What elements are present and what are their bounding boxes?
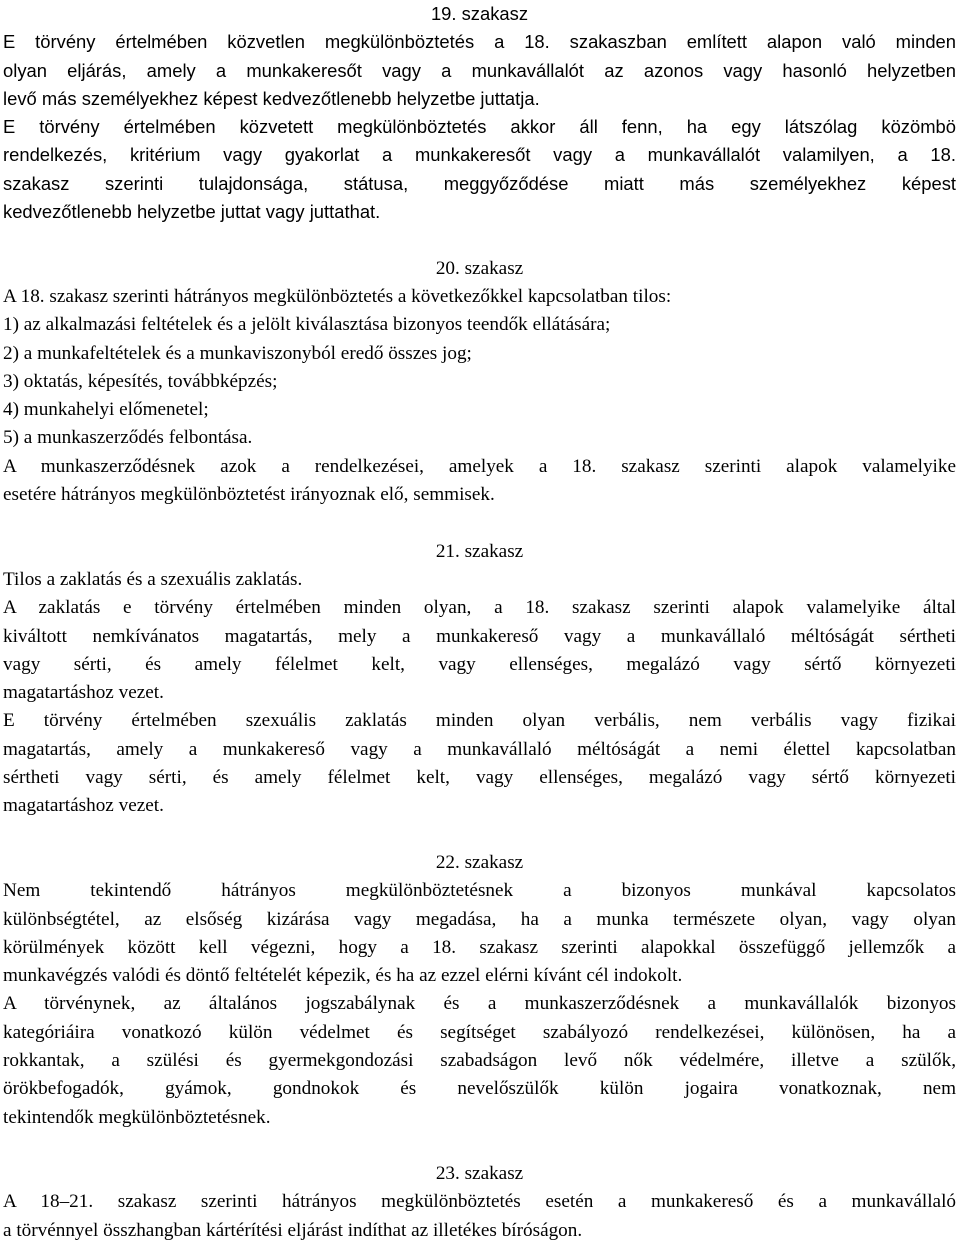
document-page xyxy=(3,0,956,1245)
text-line: a törvénnyel összhangban kártérítési eljárást indíthat az illetékes bíróságon. xyxy=(3,1219,583,1241)
text-line: 2) a munkafeltételek és a munkaviszonyból eredő összes jog; xyxy=(3,342,472,364)
text-line: 5) a munkaszerződés felbontása. xyxy=(3,427,253,449)
text-line: különbségtétel, az elsőség kizárása vagy megadása, ha a munka természete olyan, vagy olyan xyxy=(3,908,956,930)
paragraph-sexual-harassment-definition xyxy=(3,707,956,820)
text-line: E törvény értelmében közvetlen megkülönböztetés a 18. szakaszban említett alapon való minden xyxy=(3,31,956,53)
text-line: magatartáshoz vezet. xyxy=(3,682,164,704)
paragraph-prohibited-areas xyxy=(3,283,956,453)
text-line: rendelkezés, kritérium vagy gyakorlat a munkakeresőt vagy a munkavállalót valamilyen, a 18. xyxy=(3,144,956,166)
text-line: A munkaszerződésnek azok a rendelkezései, amelyek a 18. szakasz szerinti alapok valamelyike xyxy=(3,455,956,477)
text-line: szakasz szerinti tulajdonsága, státusa, meggyőződése miatt más személyekhez képest xyxy=(3,172,956,194)
text-line: 1) az alkalmazási feltételek és a jelölt kiválasztása bizonyos teendők ellátására; xyxy=(3,314,611,336)
text-line: 4) munkahelyi előmenetel; xyxy=(3,399,209,421)
text-line: A 18. szakasz szerinti hátrányos megkülönböztetés a következőkkel kapcsolatban tilos: xyxy=(3,285,672,307)
paragraph-void-provisions xyxy=(3,453,956,510)
text-line: E törvény értelmében szexuális zaklatás minden olyan verbális, nem verbális vagy fizikai xyxy=(3,710,956,732)
section-19 xyxy=(3,0,956,226)
paragraph-damages-procedure xyxy=(3,1188,956,1245)
text-line: 3) oktatás, képesítés, továbbképzés; xyxy=(3,370,278,392)
text-line: tekintendők megkülönböztetésnek. xyxy=(3,1106,271,1128)
text-line: Nem tekintendő hátrányos megkülönböztetésnek a bizonyos munkával kapcsolatos xyxy=(3,880,956,902)
section-spacer xyxy=(3,226,956,254)
section-21 xyxy=(3,538,956,821)
section-heading: 19. szakasz xyxy=(430,3,529,24)
text-line: A zaklatás e törvény értelmében minden olyan, a 18. szakasz szerinti alapok valamelyike által xyxy=(3,597,956,619)
section-heading: 22. szakasz xyxy=(435,851,524,873)
text-line: kiváltott nemkívánatos magatartás, mely a munkakereső vagy a munkavállaló méltóságát sértheti xyxy=(3,625,956,647)
paragraph-not-discrimination xyxy=(3,877,956,990)
text-line: kedvezőtlenebb helyzetbe juttat vagy juttathat. xyxy=(3,201,381,223)
text-line: A törvénynek, az általános jogszabálynak és a munkaszerződésnek a munkavállalók bizonyos xyxy=(3,993,956,1015)
text-line: Tilos a zaklatás és a szexuális zaklatás. xyxy=(3,568,303,590)
text-line: munkavégzés valódi és döntő feltételét képezik, és ha az ezzel elérni kívánt cél indokolt. xyxy=(3,965,683,987)
text-line: örökbefogadók, gyámok, gondnokok és nevelőszülők külön jogaira vonatkoznak, nem xyxy=(3,1078,956,1100)
text-line: esetére hátrányos megkülönböztetést irányoznak elő, semmisek. xyxy=(3,484,495,506)
text-line: A 18–21. szakasz szerinti hátrányos megkülönböztetés esetén a munkakereső és a munkavállaló xyxy=(3,1191,956,1213)
text-line: magatartáshoz vezet. xyxy=(3,795,164,817)
text-line: magatartás, amely a munkakereső vagy a munkavállaló méltóságát a nemi élettel kapcsolatban xyxy=(3,738,956,760)
section-heading: 23. szakasz xyxy=(435,1163,524,1185)
text-line: sértheti vagy sérti, és amely félelmet kelt, vagy ellenséges, megalázó vagy sértő környezeti xyxy=(3,767,956,789)
paragraph-direct-discrimination xyxy=(3,28,956,113)
paragraph-special-protection xyxy=(3,990,956,1131)
section-heading: 20. szakasz xyxy=(435,257,524,279)
text-line: E törvény értelmében közvetett megkülönböztetés akkor áll fenn, ha egy látszólag közömbö xyxy=(3,116,956,138)
section-20 xyxy=(3,255,956,510)
section-spacer xyxy=(3,509,956,537)
section-spacer xyxy=(3,1132,956,1160)
section-heading: 21. szakasz xyxy=(435,540,524,562)
section-spacer xyxy=(3,821,956,849)
section-22 xyxy=(3,849,956,1132)
text-line: körülmények között kell végezni, hogy a 18. szakasz szerinti alapokkal összefüggő jellemzők a xyxy=(3,936,956,958)
paragraph-indirect-discrimination xyxy=(3,113,956,226)
paragraph-harassment-definition xyxy=(3,594,956,707)
paragraph-harassment-ban xyxy=(3,566,956,594)
section-23 xyxy=(3,1160,956,1245)
text-line: levő más személyekhez képest kedvezőtlenebb helyzetbe juttatja. xyxy=(3,87,540,109)
text-line: rokkantak, a szülési és gyermekgondozási szabadságon levő nők védelmére, illetve a szülők, xyxy=(3,1049,956,1071)
text-line: vagy sérti, és amely félelmet kelt, vagy ellenséges, megalázó vagy sértő környezeti xyxy=(3,653,956,675)
text-line: olyan eljárás, amely a munkakeresőt vagy a munkavállalót az azonos vagy hasonló helyzetben xyxy=(3,59,956,81)
text-line: kategóriáira vonatkozó külön védelmet és segítséget szabályozó rendelkezései, különösen, ha a xyxy=(3,1021,956,1043)
